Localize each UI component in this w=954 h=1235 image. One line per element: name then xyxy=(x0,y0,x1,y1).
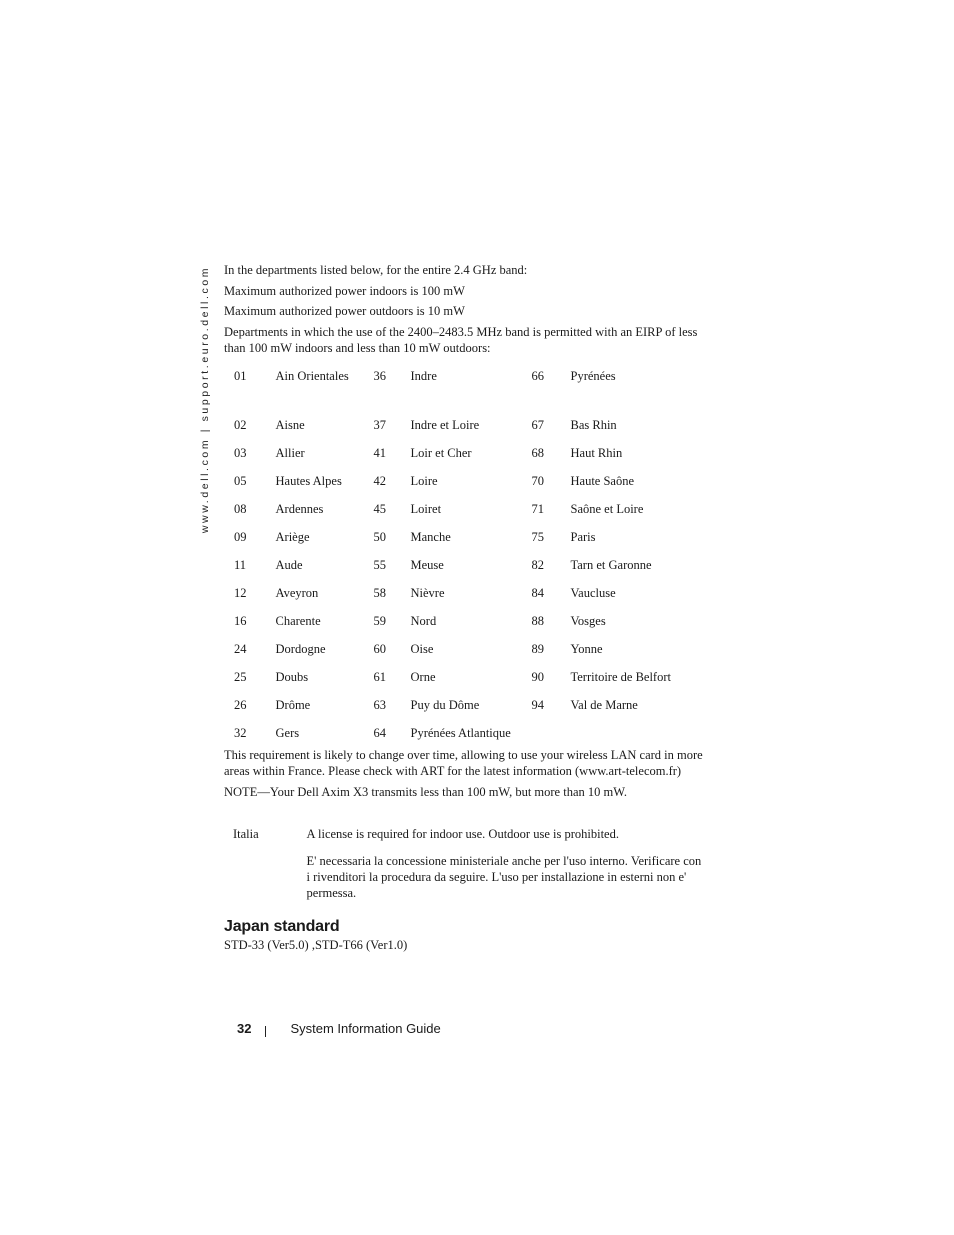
department-number: 59 xyxy=(373,613,386,628)
table-row xyxy=(224,415,701,443)
department-number: 41 xyxy=(373,445,386,460)
departments-description: Departments in which the use of the 2400–2483.5 MHz band is permitted with an EIRP of less than 100 mW indoors and less than 10 mW outdoors: xyxy=(224,324,698,355)
japan-standards: STD-33 (Ver5.0) ,STD-T66 (Ver1.0) xyxy=(224,937,408,952)
department-name: Vosges xyxy=(570,613,606,628)
department-number: 42 xyxy=(373,473,386,488)
requirement-note: This requirement is likely to change over time, allowing to use your wireless LAN card in more areas within France. Please check with ART for the latest information (www.art-telecom.fr) xyxy=(224,747,703,778)
page-content xyxy=(224,262,704,953)
table-row xyxy=(224,639,701,667)
department-name: Puy du Dôme xyxy=(410,697,480,712)
department-name: Nièvre xyxy=(410,585,445,600)
side-url: www.dell.com | support.euro.dell.com xyxy=(199,265,211,534)
department-name: Aveyron xyxy=(275,585,319,600)
department-number: 25 xyxy=(234,669,247,684)
department-number xyxy=(532,723,571,749)
department-name: Manche xyxy=(410,529,451,544)
department-number: 24 xyxy=(234,641,247,656)
department-number: 75 xyxy=(531,529,544,544)
department-number: 68 xyxy=(531,445,544,460)
department-number: 55 xyxy=(373,557,386,572)
italia-line: E' necessaria la concessione ministeriale anche per l'uso interno. Verificare con i rivenditori la procedura da seguire. L'uso per installazione in esterni non e' permessa. xyxy=(306,853,702,900)
department-name: Charente xyxy=(275,613,321,628)
department-name: Yonne xyxy=(570,641,603,656)
department-number: 61 xyxy=(373,669,386,684)
department-number: 12 xyxy=(234,585,247,600)
table-row xyxy=(224,723,701,749)
department-number: 02 xyxy=(234,417,247,432)
department-name: Nord xyxy=(410,613,437,628)
table-row xyxy=(224,366,701,415)
department-name: Doubs xyxy=(275,669,309,684)
department-number: 11 xyxy=(234,557,247,572)
department-name: Ariège xyxy=(275,529,310,544)
department-name: Saône et Loire xyxy=(570,501,644,516)
department-name: Orne xyxy=(410,669,436,684)
page-footer xyxy=(237,1020,441,1037)
department-name: Ain Orientales xyxy=(275,368,349,383)
department-number: 71 xyxy=(531,501,544,516)
italia-label: Italia xyxy=(233,826,259,841)
section-heading: Japan standard xyxy=(224,917,340,935)
department-number: 05 xyxy=(234,473,247,488)
department-name: Indre xyxy=(410,368,437,383)
department-name: Gers xyxy=(275,725,300,740)
department-name: Pyrénées xyxy=(570,368,616,383)
department-number: 90 xyxy=(531,669,544,684)
table-row xyxy=(224,499,701,527)
table-row xyxy=(224,527,701,555)
department-number: 16 xyxy=(234,613,247,628)
department-name: Paris xyxy=(570,529,596,544)
department-name: Aude xyxy=(275,557,303,572)
department-name: Dordogne xyxy=(275,641,326,656)
intro-line: Maximum authorized power indoors is 100 mW xyxy=(224,283,465,298)
department-number: 50 xyxy=(373,529,386,544)
department-number: 45 xyxy=(373,501,386,516)
department-number: 88 xyxy=(531,613,544,628)
department-number: 60 xyxy=(373,641,386,656)
department-name: Oise xyxy=(410,641,434,656)
page-number: 32 xyxy=(237,1021,252,1036)
department-name: Ardennes xyxy=(275,501,324,516)
department-number: 70 xyxy=(531,473,544,488)
department-number: 03 xyxy=(234,445,247,460)
department-number: 82 xyxy=(531,557,544,572)
italia-block xyxy=(224,826,704,901)
department-name: Pyrénées Atlantique xyxy=(410,725,511,740)
department-number: 89 xyxy=(531,641,544,656)
department-name: Vaucluse xyxy=(570,585,616,600)
department-number: 32 xyxy=(234,725,247,740)
department-number: 01 xyxy=(234,368,247,383)
table-row xyxy=(224,555,701,583)
department-number: 64 xyxy=(373,725,386,740)
department-number: 09 xyxy=(234,529,247,544)
italia-line: A license is required for indoor use. Outdoor use is prohibited. xyxy=(306,826,619,841)
department-number: 67 xyxy=(531,417,544,432)
department-name xyxy=(571,723,701,749)
department-number: 66 xyxy=(531,368,544,383)
table-row xyxy=(224,471,701,499)
department-name: Haut Rhin xyxy=(570,445,623,460)
department-number: 63 xyxy=(373,697,386,712)
department-name: Bas Rhin xyxy=(570,417,617,432)
intro-line: Maximum authorized power outdoors is 10 mW xyxy=(224,304,465,318)
table-row xyxy=(224,583,701,611)
department-name: Haute Saône xyxy=(570,473,635,488)
intro-line: In the departments listed below, for the entire 2.4 GHz band: xyxy=(224,263,528,277)
department-name: Meuse xyxy=(410,557,444,572)
department-name: Territoire de Belfort xyxy=(570,669,671,684)
department-name: Loir et Cher xyxy=(410,445,472,460)
department-number: 94 xyxy=(531,697,544,712)
department-name: Loire xyxy=(410,473,438,488)
table-row xyxy=(224,667,701,695)
department-name: Drôme xyxy=(275,697,311,712)
department-name: Hautes Alpes xyxy=(275,473,342,488)
department-name: Val de Marne xyxy=(570,697,638,712)
italia-body xyxy=(307,826,704,901)
department-number: 08 xyxy=(234,501,247,516)
axim-note: NOTE—Your Dell Axim X3 transmits less than 100 mW, but more than 10 mW. xyxy=(224,784,627,799)
department-name: Loiret xyxy=(410,501,442,516)
department-name: Indre et Loire xyxy=(410,417,480,432)
department-number: 84 xyxy=(531,585,544,600)
department-number: 26 xyxy=(234,697,247,712)
guide-title: System Information Guide xyxy=(290,1021,441,1036)
department-name: Allier xyxy=(275,445,305,460)
department-number: 36 xyxy=(373,368,386,383)
table-row xyxy=(224,611,701,639)
table-row xyxy=(224,443,701,471)
department-name: Tarn et Garonne xyxy=(570,557,652,572)
department-number: 37 xyxy=(373,417,386,432)
departments-table xyxy=(224,366,701,749)
department-number: 58 xyxy=(373,585,386,600)
footer-separator xyxy=(265,1026,266,1037)
department-name: Aisne xyxy=(275,417,305,432)
table-row xyxy=(224,695,701,723)
